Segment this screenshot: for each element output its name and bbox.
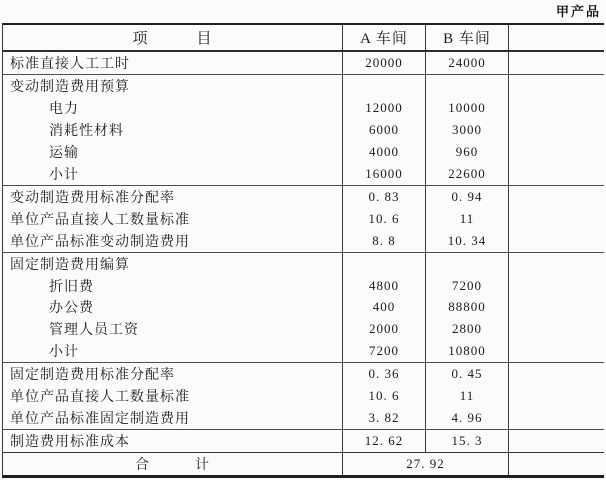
value-a: 16000: [343, 163, 426, 185]
extra-cell: [509, 75, 604, 97]
row-label: 办公费: [3, 296, 343, 318]
table-header-row: [3, 25, 604, 52]
table-row-power: [3, 97, 604, 119]
table-row-std-labor-hours: [3, 52, 604, 75]
extra-cell: [509, 230, 604, 252]
table-row-unit-labor-std-1: [3, 208, 604, 230]
extra-cell: [509, 385, 604, 407]
value-a: 400: [343, 296, 426, 318]
header-item: 项 目: [3, 25, 343, 50]
header-workshop-b: B 车间: [426, 25, 509, 50]
value-b: [426, 253, 509, 275]
value-b: 4. 96: [426, 407, 509, 429]
row-label: 单位产品直接人工数量标准: [3, 208, 343, 230]
value-b: [426, 75, 509, 97]
standard-cost-table: [2, 23, 604, 478]
extra-cell: [509, 141, 604, 163]
value-b: 15. 3: [426, 430, 509, 452]
row-label: 制造费用标准成本: [3, 430, 343, 452]
value-a: 2000: [343, 318, 426, 340]
row-label: 小计: [3, 340, 343, 362]
value-b: 7200: [426, 275, 509, 297]
value-a: 10. 6: [343, 385, 426, 407]
value-b: 0. 94: [426, 186, 509, 208]
value-a: 4800: [343, 275, 426, 297]
value-b: 22600: [426, 163, 509, 185]
extra-cell: [509, 208, 604, 230]
value-b: 11: [426, 385, 509, 407]
product-title: 甲产品: [555, 4, 601, 19]
extra-cell: [509, 275, 604, 297]
total-label: 合 计: [3, 453, 343, 475]
extra-cell: [509, 163, 604, 185]
value-b: 88800: [426, 296, 509, 318]
value-b: 10000: [426, 97, 509, 119]
extra-cell: [509, 340, 604, 362]
table-row-transport: [3, 141, 604, 163]
header-extra: [509, 25, 604, 50]
row-label: 变动制造费用预算: [3, 75, 343, 97]
value-a: 10. 6: [343, 208, 426, 230]
value-a: [343, 75, 426, 97]
extra-cell: [509, 453, 604, 475]
row-label: 电力: [3, 97, 343, 119]
table-row-fixed-oh-budget: [3, 253, 604, 275]
total-value: 27. 92: [343, 453, 509, 475]
extra-cell: [509, 296, 604, 318]
value-b: 0. 45: [426, 363, 509, 385]
row-label: 单位产品直接人工数量标准: [3, 385, 343, 407]
extra-cell: [509, 363, 604, 385]
extra-cell: [509, 97, 604, 119]
extra-cell: [509, 186, 604, 208]
row-label: 折旧费: [3, 275, 343, 297]
value-a: 0. 83: [343, 186, 426, 208]
row-label: 管理人员工资: [3, 318, 343, 340]
row-label: 消耗性材料: [3, 119, 343, 141]
row-label: 固定制造费用标准分配率: [3, 363, 343, 385]
value-b: 10800: [426, 340, 509, 362]
table-row-fixed-oh-rate: [3, 363, 604, 385]
row-label: 小计: [3, 163, 343, 185]
table-row-fixed-subtotal: [3, 340, 604, 363]
row-label: 变动制造费用标准分配率: [3, 186, 343, 208]
table-row-variable-subtotal: [3, 163, 604, 186]
table-row-office-expense: [3, 296, 604, 318]
row-label: 标准直接人工工时: [3, 52, 343, 74]
row-label: 固定制造费用编算: [3, 253, 343, 275]
table-row-variable-oh-rate: [3, 186, 604, 208]
value-a: [343, 253, 426, 275]
value-a: 4000: [343, 141, 426, 163]
table-row-grand-total: [3, 453, 604, 475]
table-row-manager-salary: [3, 318, 604, 340]
table-row-unit-labor-std-2: [3, 385, 604, 407]
row-label: 运输: [3, 141, 343, 163]
value-a: 12. 62: [343, 430, 426, 452]
table-row-variable-oh-budget: [3, 75, 604, 97]
table-row-depreciation: [3, 275, 604, 297]
row-label: 单位产品标准变动制造费用: [3, 230, 343, 252]
value-b: 2800: [426, 318, 509, 340]
extra-cell: [509, 253, 604, 275]
value-b: 24000: [426, 52, 509, 74]
value-a: 3. 82: [343, 407, 426, 429]
value-b: 11: [426, 208, 509, 230]
extra-cell: [509, 52, 604, 74]
extra-cell: [509, 119, 604, 141]
value-b: 3000: [426, 119, 509, 141]
header-workshop-a: A 车间: [343, 25, 426, 50]
table-row-unit-std-variable-oh: [3, 230, 604, 253]
table-row-consumables: [3, 119, 604, 141]
value-a: 0. 36: [343, 363, 426, 385]
row-label: 单位产品标准固定制造费用: [3, 407, 343, 429]
table-row-unit-std-fixed-oh: [3, 407, 604, 430]
extra-cell: [509, 430, 604, 452]
value-a: 7200: [343, 340, 426, 362]
value-a: 8. 8: [343, 230, 426, 252]
extra-cell: [509, 407, 604, 429]
value-b: 10. 34: [426, 230, 509, 252]
table-row-oh-standard-cost: [3, 430, 604, 453]
extra-cell: [509, 318, 604, 340]
value-b: 960: [426, 141, 509, 163]
value-a: 6000: [343, 119, 426, 141]
value-a: 12000: [343, 97, 426, 119]
value-a: 20000: [343, 52, 426, 74]
